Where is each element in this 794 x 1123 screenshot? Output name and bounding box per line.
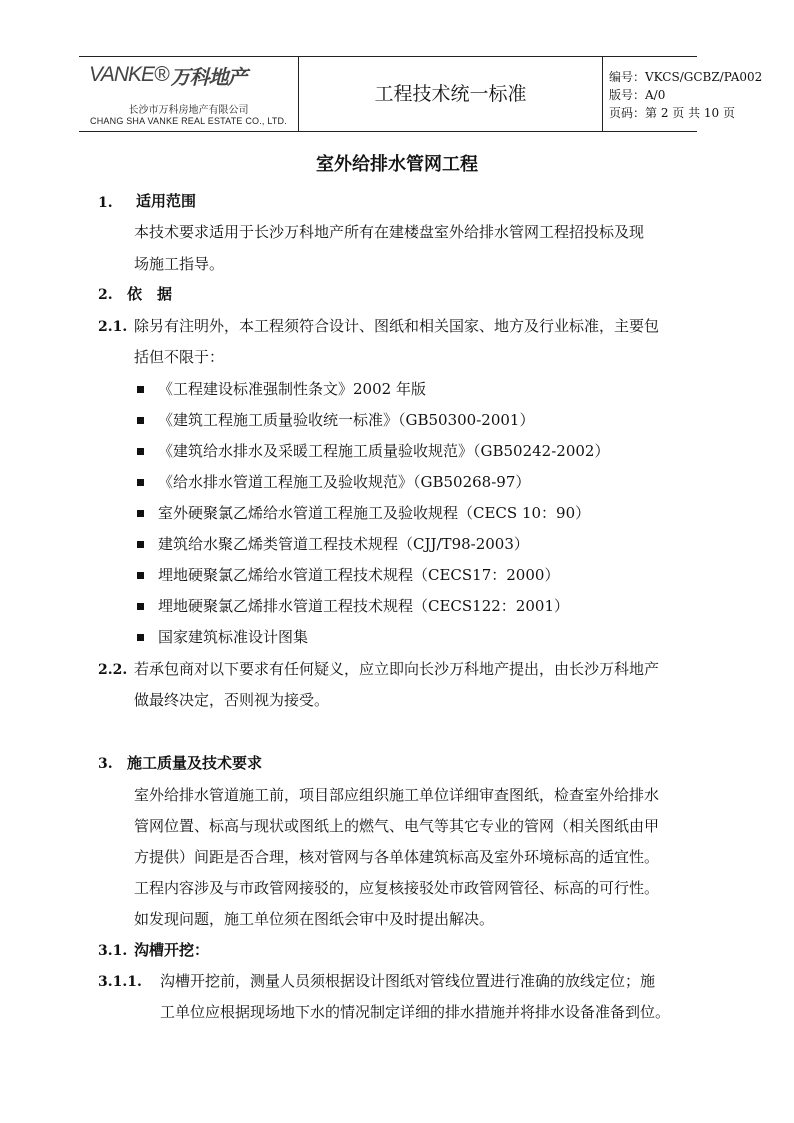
standard-item: 室外硬聚氯乙烯给水管道工程施工及验收规程（CECS 10：90）	[158, 504, 591, 522]
standard-item: 《建筑给水排水及采暖工程施工质量验收规范》（GB50242-2002）	[158, 442, 610, 460]
bullet-square-icon	[137, 634, 144, 641]
standard-item: 建筑给水聚乙烯类管道工程技术规程（CJJ/T98-2003）	[158, 535, 529, 553]
bullet-square-icon	[137, 572, 144, 579]
bullet-square-icon	[137, 541, 144, 548]
section-1-line: 场施工指导。	[134, 255, 225, 273]
clause-3-1-1-number: 3.1.1.	[98, 974, 142, 990]
section-3-number: 3.	[98, 756, 113, 772]
bullet-square-icon	[137, 603, 144, 610]
section-3-line: 方提供）间距是否合理，核对管网与各单体建筑标高及室外环境标高的适宜性。	[134, 848, 660, 866]
section-3-heading: 施工质量及技术要求	[127, 754, 263, 772]
standard-item: 国家建筑标准设计图集	[158, 628, 309, 646]
document-header	[79, 56, 763, 132]
bullet-square-icon	[137, 386, 144, 393]
clause-3-1-1-line: 沟槽开挖前，测量人员须根据设计图纸对管线位置进行准确的放线定位；施	[160, 972, 656, 990]
section-3-line: 管网位置、标高与现状或图纸上的燃气、电气等其它专业的管网（相关图纸由甲	[134, 817, 660, 835]
section-3-line: 如发现问题，施工单位须在图纸会审中及时提出解决。	[134, 910, 495, 928]
clause-3-1-1-line: 工单位应根据现场地下水的情况制定详细的排水措施并将排水设备准备到位。	[160, 1003, 671, 1021]
clause-3-1-heading: 沟槽开挖：	[134, 941, 210, 959]
doc-code: 编号：VKCS/GCBZ/PA002	[609, 70, 763, 84]
clause-2-2-number: 2.2.	[98, 662, 128, 678]
doc-page: 页码：第 2 页 共 10 页	[609, 106, 735, 120]
company-name-en: CHANG SHA VANKE REAL ESTATE CO., LTD.	[90, 116, 287, 126]
section-1-line: 本技术要求适用于长沙万科地产所有在建楼盘室外给排水管网工程招投标及现	[134, 223, 645, 241]
bullet-square-icon	[137, 479, 144, 486]
logo-latin-text: VANKE®	[89, 63, 169, 86]
clause-3-1-number: 3.1.	[98, 943, 128, 959]
clause-2-1-number: 2.1.	[98, 319, 128, 335]
bullet-square-icon	[137, 448, 144, 455]
clause-2-2-line: 若承包商对以下要求有任何疑义，应立即向长沙万科地产提出，由长沙万科地产	[134, 660, 660, 678]
clause-2-1-line: 括但不限于：	[134, 348, 225, 366]
clause-2-2-line: 做最终决定，否则视为接受。	[134, 691, 330, 709]
logo-chinese-text: 万科地产	[170, 64, 247, 89]
doc-category-title: 工程技术统一标准	[374, 83, 527, 105]
standard-item: 埋地硬聚氯乙烯排水管道工程技术规程（CECS122：2001）	[158, 597, 569, 615]
section-3-line: 室外给排水管道施工前，项目部应组织施工单位详细审查图纸，检查室外给排水	[134, 786, 660, 804]
clause-2-1-line: 除另有注明外，本工程须符合设计、图纸和相关国家、地方及行业标准，主要包	[134, 317, 660, 335]
company-cell	[79, 57, 299, 131]
doc-meta-cell	[603, 57, 763, 131]
section-2-heading: 依 据	[127, 285, 173, 303]
standard-item: 《建筑工程施工质量验收统一标准》（GB50300-2001）	[158, 411, 535, 429]
section-1-heading: 适用范围	[136, 192, 197, 210]
bullet-square-icon	[137, 417, 144, 424]
section-1-number: 1.	[98, 195, 113, 211]
section-2-number: 2.	[98, 287, 113, 303]
vanke-logo	[89, 62, 247, 88]
bullet-square-icon	[137, 510, 144, 517]
doc-version: 版号：A/0	[609, 88, 666, 102]
company-name-cn: 长沙市万科房地产有限公司	[128, 105, 249, 116]
section-3-line: 工程内容涉及与市政管网接驳的，应复核接驳处市政管网管径、标高的可行性。	[134, 879, 660, 897]
standard-item: 《给水排水管道工程施工及验收规范》（GB50268-97）	[158, 473, 531, 491]
standard-item: 埋地硬聚氯乙烯给水管道工程技术规程（CECS17：2000）	[158, 566, 560, 584]
doc-title-cell	[299, 57, 603, 131]
page-title: 室外给排水管网工程	[316, 154, 478, 175]
standard-item: 《工程建设标准强制性条文》2002 年版	[158, 380, 426, 398]
